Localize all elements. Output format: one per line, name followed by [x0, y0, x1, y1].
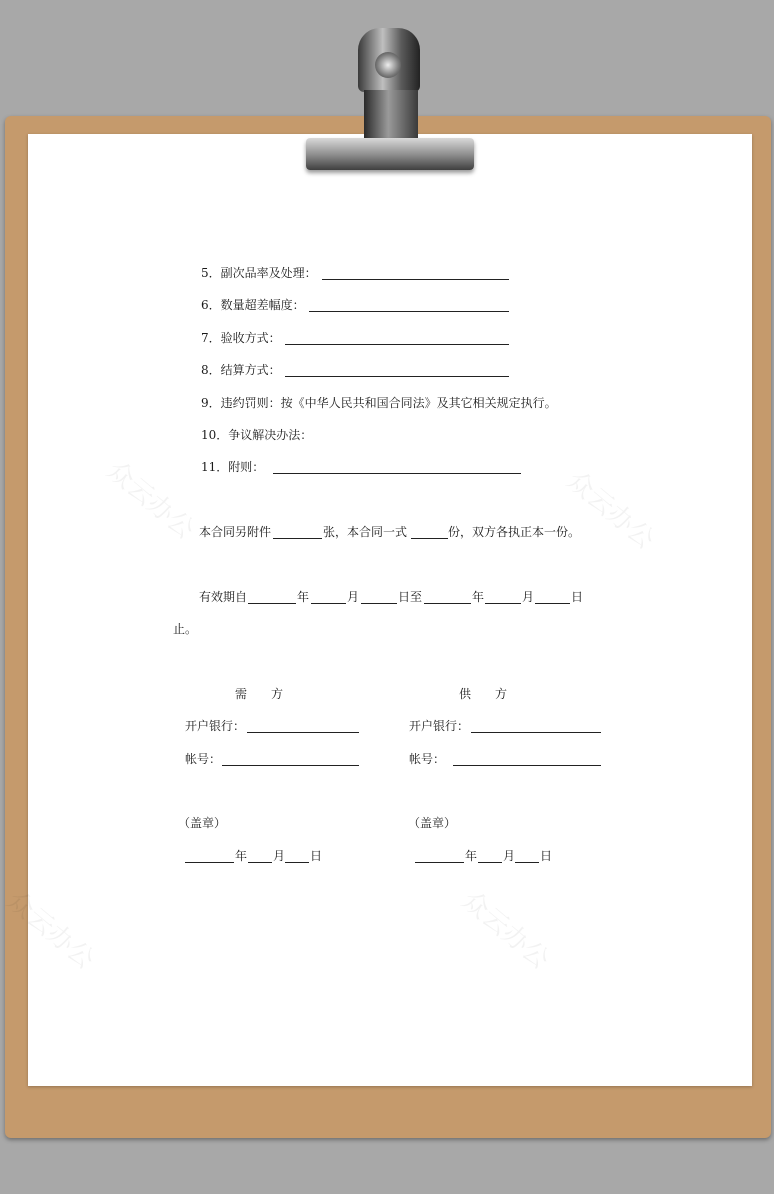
demand-bank-label: 开户银行：: [185, 719, 246, 733]
demand-date-month-label: 月: [273, 849, 286, 863]
demand-seal-label: （盖章）: [178, 816, 227, 830]
demand-date-day-blank[interactable]: [285, 862, 309, 863]
watermark: 众云办公: [0, 885, 100, 976]
attachment-text-2: 张，本合同一式: [323, 525, 408, 539]
validity-month-label-2: 月: [522, 590, 535, 604]
clause-5-blank[interactable]: [322, 279, 509, 280]
clause-7-blank[interactable]: [285, 344, 509, 345]
validity-start-year-blank[interactable]: [248, 603, 296, 604]
supply-date-month-label: 月: [503, 849, 516, 863]
clause-7-label: 7．验收方式：: [201, 331, 281, 345]
clause-6-label: 6．数量超差幅度：: [201, 298, 305, 312]
supply-party-title: 供 方: [459, 687, 508, 701]
attachment-text-3: 份，双方各执正本一份。: [448, 525, 581, 539]
validity-day-to-label: 日至: [398, 590, 423, 604]
validity-start-month-blank[interactable]: [311, 603, 346, 604]
clip-hole: [375, 52, 401, 78]
validity-end-label: 止。: [173, 622, 198, 636]
copies-count-blank[interactable]: [411, 538, 448, 539]
watermark: 众云办公: [100, 455, 200, 546]
clause-5-label: 5．副次品率及处理：: [201, 266, 317, 280]
validity-month-label: 月: [347, 590, 360, 604]
validity-end-day-blank[interactable]: [535, 603, 570, 604]
validity-year-label: 年: [297, 590, 310, 604]
supply-bank-label: 开户银行：: [409, 719, 470, 733]
demand-account-blank[interactable]: [222, 765, 359, 766]
validity-prefix: 有效期自: [199, 590, 248, 604]
watermark: 众云办公: [560, 465, 660, 556]
attachment-text-1: 本合同另附件: [199, 525, 272, 539]
validity-start-day-blank[interactable]: [361, 603, 397, 604]
supply-date-year-blank[interactable]: [415, 862, 464, 863]
clause-11-label: 11．附则：: [201, 460, 265, 474]
clause-8-blank[interactable]: [285, 376, 509, 377]
demand-date-year-label: 年: [235, 849, 248, 863]
validity-year-label-2: 年: [472, 590, 485, 604]
supply-seal-label: （盖章）: [408, 816, 457, 830]
clause-9-text: 9．违约罚则：按《中华人民共和国合同法》及其它相关规定执行。: [201, 396, 557, 410]
demand-bank-blank[interactable]: [247, 732, 359, 733]
validity-day-label: 日: [571, 590, 584, 604]
clause-6-blank[interactable]: [309, 311, 509, 312]
demand-party-title: 需 方: [235, 687, 284, 701]
supply-date-year-label: 年: [465, 849, 478, 863]
contract-page: [28, 134, 752, 1086]
demand-date-day-label: 日: [310, 849, 323, 863]
supply-date-month-blank[interactable]: [478, 862, 502, 863]
supply-date-day-label: 日: [540, 849, 553, 863]
attachment-count-blank[interactable]: [273, 538, 322, 539]
clip-neck: [364, 90, 418, 140]
validity-end-year-blank[interactable]: [424, 603, 471, 604]
demand-account-label: 帐号：: [185, 752, 222, 766]
demand-date-year-blank[interactable]: [185, 862, 234, 863]
clip-base: [306, 138, 474, 170]
supply-account-blank[interactable]: [453, 765, 601, 766]
supply-account-label: 帐号：: [409, 752, 446, 766]
demand-date-month-blank[interactable]: [248, 862, 272, 863]
watermark: 众云办公: [455, 885, 555, 976]
validity-end-month-blank[interactable]: [485, 603, 521, 604]
clause-8-label: 8．结算方式：: [201, 363, 281, 377]
supply-date-day-blank[interactable]: [515, 862, 539, 863]
clause-11-blank[interactable]: [273, 473, 521, 474]
clause-10-label: 10．争议解决办法：: [201, 428, 313, 442]
supply-bank-blank[interactable]: [471, 732, 601, 733]
